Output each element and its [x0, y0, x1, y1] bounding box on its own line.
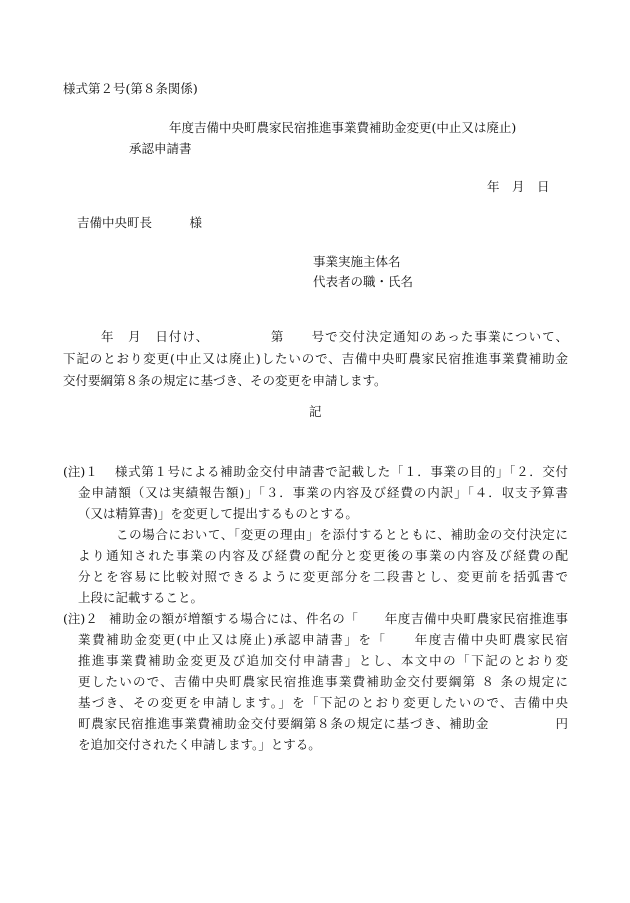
- note-1-line-7: 上段に記載すること。: [78, 590, 204, 605]
- date-field: 年 月 日: [487, 179, 550, 194]
- note-2-line-7: を追加交付されたく申請します。」とする。: [78, 737, 321, 752]
- note-2-line-4: 更したいので、吉備中央町農家民宿推進事業費補助金交付要綱第 ８ 条の規定に: [78, 674, 568, 689]
- note-2-line-2: 業費補助金変更(中止又は廃止)承認申請書」を「 年度吉備中央町農家民宿: [78, 632, 568, 647]
- note-1-line-5: より通知された事業の内容及び経費の配分と変更後の事業の内容及び経費の配: [78, 548, 568, 563]
- note-2-line-1: 補助金の額が増額する場合には、件名の「 年度吉備中央町農家民宿推進事: [109, 611, 568, 626]
- body-line-3: 交付要綱第８条の規定に基づき、その変更を申請します。: [63, 373, 387, 388]
- note-1-line-4: この場合において、「変更の理由」を添付するとともに、補助金の交付決定に: [116, 527, 568, 542]
- note-1-label: (注)１: [63, 464, 98, 479]
- note-1-line-1: 様式第１号による補助金交付申請書で記載した「１．事業の目的」「２．交付: [115, 464, 568, 479]
- note-2-line-6: 町農家民宿推進事業費補助金交付要綱第８条の規定に基づき、補助金 円: [78, 716, 568, 731]
- note-1-line-6: 分とを容易に比較対照できるように変更部分を二段書とし、変更前を括弧書で: [78, 569, 568, 584]
- body-line-2: 下記のとおり変更(中止又は廃止)したいので、吉備中央町農家民宿推進事業費補助金: [63, 351, 568, 366]
- note-2-label: (注)２: [63, 611, 98, 626]
- document-title-line2: 承認申請書: [129, 141, 192, 156]
- note-1-line-3: （又は精算書)」を変更して提出するものとする。: [78, 506, 358, 521]
- form-number: 様式第２号(第８条関係): [63, 81, 198, 96]
- note-2-line-3: 推進事業費補助金変更及び追加交付申請書」とし、本文中の「下記のとおり変: [78, 653, 568, 668]
- applicant-org-label: 事業実施主体名: [313, 254, 401, 269]
- applicant-rep-label: 代表者の職・氏名: [313, 274, 414, 289]
- addressee: 吉備中央町長 様: [77, 215, 203, 230]
- note-2-line-5: 基づき、その変更を申請します。」を「下記のとおり変更したいので、吉備中央: [78, 695, 568, 710]
- ki-heading: 記: [309, 404, 322, 419]
- note-1-line-2: 金申請額（又は実績報告額)」「３．事業の内容及び経費の内訳」「４．収支予算書: [78, 485, 568, 500]
- body-line-1: 年 月 日付け、 第 号で交付決定通知のあった事業について、: [101, 329, 568, 344]
- document-title-line1: 年度吉備中央町農家民宿推進事業費補助金変更(中止又は廃止): [169, 120, 517, 135]
